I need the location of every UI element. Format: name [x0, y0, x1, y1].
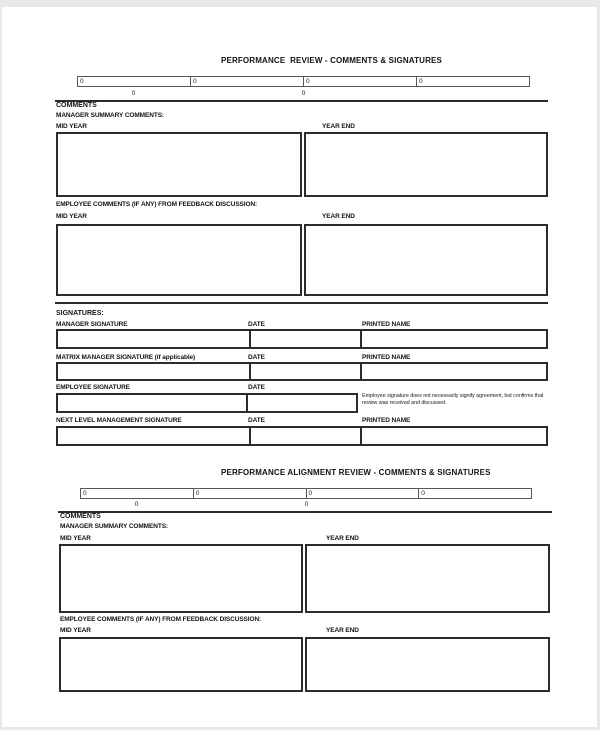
- score-cell[interactable]: 0: [306, 489, 419, 498]
- manager-comments-label: MANAGER SUMMARY COMMENTS:: [60, 523, 168, 530]
- score-cell[interactable]: 0: [416, 77, 529, 86]
- section-divider: [55, 100, 548, 102]
- s2-employee-yearend-comments-box[interactable]: [305, 637, 550, 692]
- year-end-label: YEAR END: [322, 123, 355, 130]
- score-subtotal: 0: [304, 501, 309, 508]
- page-frame-top: [0, 0, 600, 7]
- mid-year-label: MID YEAR: [56, 213, 87, 220]
- year-end-label: YEAR END: [322, 213, 355, 220]
- manager-comments-label: MANAGER SUMMARY COMMENTS:: [56, 112, 164, 119]
- next-level-signature-label: NEXT LEVEL MANAGEMENT SIGNATURE: [56, 417, 182, 424]
- s2-employee-midyear-comments-box[interactable]: [59, 637, 303, 692]
- manager-date-field[interactable]: [249, 331, 360, 347]
- comments-header: COMMENTS: [60, 513, 101, 520]
- s1-manager-midyear-comments-box[interactable]: [56, 132, 302, 197]
- year-end-label: YEAR END: [326, 535, 359, 542]
- mid-year-label: MID YEAR: [60, 627, 91, 634]
- manager-signature-field[interactable]: [58, 331, 249, 347]
- manager-signature-row: [56, 329, 548, 349]
- mid-year-label: MID YEAR: [60, 535, 91, 542]
- section1-title: PERFORMANCE REVIEW - COMMENTS & SIGNATURES: [221, 56, 442, 65]
- next-level-signature-field[interactable]: [58, 428, 249, 444]
- manager-signature-label: MANAGER SIGNATURE: [56, 321, 128, 328]
- score-cell[interactable]: 0: [80, 78, 84, 85]
- date-label: DATE: [248, 417, 265, 424]
- s1-manager-yearend-comments-box[interactable]: [304, 132, 548, 197]
- employee-signature-row: [56, 393, 358, 413]
- next-level-signature-row: [56, 426, 548, 446]
- section-divider: [55, 302, 548, 304]
- s2-manager-midyear-comments-box[interactable]: [59, 544, 303, 613]
- manager-printed-name-field[interactable]: [360, 331, 546, 347]
- date-label: DATE: [248, 354, 265, 361]
- year-end-label: YEAR END: [326, 627, 359, 634]
- score-cell[interactable]: 0: [418, 489, 531, 498]
- matrix-manager-date-field[interactable]: [249, 364, 360, 379]
- next-level-printed-name-field[interactable]: [360, 428, 546, 444]
- score-subtotal: 0: [131, 90, 136, 97]
- date-label: DATE: [248, 384, 265, 391]
- page-frame-left: [0, 0, 2, 730]
- printed-name-label: PRINTED NAME: [362, 321, 411, 328]
- matrix-manager-printed-name-field[interactable]: [360, 364, 546, 379]
- s1-employee-midyear-comments-box[interactable]: [56, 224, 302, 296]
- employee-comments-label: EMPLOYEE COMMENTS (IF ANY) FROM FEEDBACK DISCUSSION:: [56, 201, 258, 208]
- employee-signature-label: EMPLOYEE SIGNATURE: [56, 384, 130, 391]
- score-summary-row: [80, 488, 532, 499]
- matrix-manager-signature-field[interactable]: [58, 364, 249, 379]
- next-level-date-field[interactable]: [249, 428, 360, 444]
- matrix-manager-signature-label: MATRIX MANAGER SIGNATURE (if applicable): [56, 354, 196, 361]
- comments-header: COMMENTS: [56, 102, 97, 109]
- matrix-manager-signature-row: [56, 362, 548, 381]
- signatures-header: SIGNATURES:: [56, 310, 104, 317]
- s1-employee-yearend-comments-box[interactable]: [304, 224, 548, 296]
- section-divider: [58, 511, 552, 513]
- date-label: DATE: [248, 321, 265, 328]
- score-subtotal: 0: [301, 90, 306, 97]
- mid-year-label: MID YEAR: [56, 123, 87, 130]
- score-summary-row: [77, 76, 530, 87]
- score-cell[interactable]: 0: [193, 489, 306, 498]
- employee-comments-label: EMPLOYEE COMMENTS (IF ANY) FROM FEEDBACK DISCUSSION:: [60, 616, 262, 623]
- employee-signature-note: Employee signature does not necessarily signify agreement, but confirms that review was received and discussed.: [362, 393, 544, 406]
- score-cell[interactable]: 0: [83, 490, 87, 497]
- score-cell[interactable]: 0: [190, 77, 303, 86]
- employee-date-field[interactable]: [246, 395, 356, 411]
- score-subtotal: 0: [134, 501, 139, 508]
- printed-name-label: PRINTED NAME: [362, 417, 411, 424]
- employee-signature-field[interactable]: [58, 395, 246, 411]
- score-cell[interactable]: 0: [303, 77, 416, 86]
- section2-title: PERFORMANCE ALIGNMENT REVIEW - COMMENTS & SIGNATURES: [221, 468, 491, 477]
- s2-manager-yearend-comments-box[interactable]: [305, 544, 550, 613]
- printed-name-label: PRINTED NAME: [362, 354, 411, 361]
